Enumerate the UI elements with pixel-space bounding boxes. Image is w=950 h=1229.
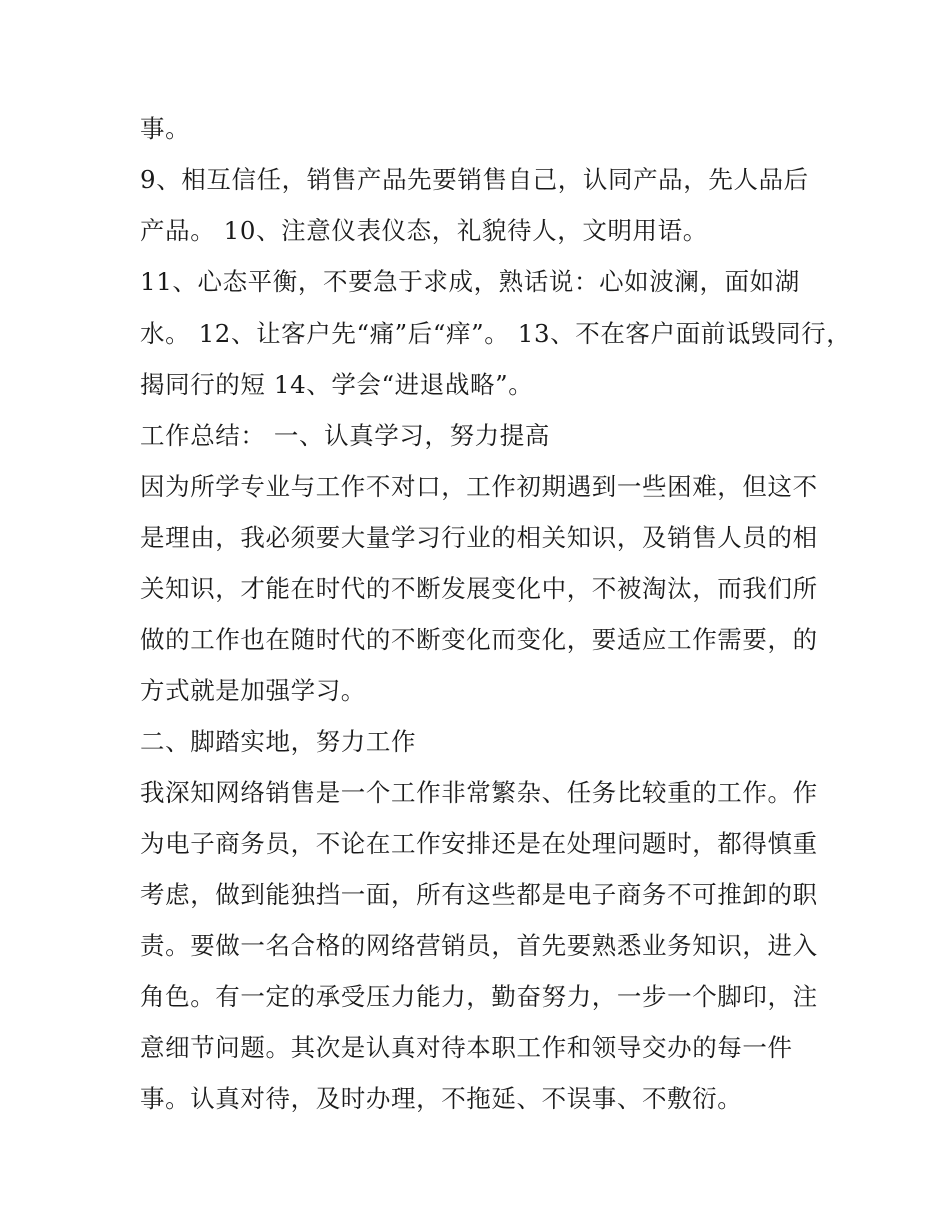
text-line: 做的工作也在随时代的不断变化而变化，要适应工作需要，的 [140, 625, 818, 654]
text-line: 考虑，做到能独挡一面，所有这些都是电子商务不可推卸的职 [140, 880, 818, 909]
text-line: 是理由，我必须要大量学习行业的相关知识，及销售人员的相 [140, 523, 818, 552]
text-line: 揭同行的短 14、学会“进退战略”。 [140, 370, 534, 399]
section-heading: 工作总结： 一、认真学习，努力提高 [140, 421, 550, 450]
text-line: 9、相互信任，销售产品先要销售自己，认同产品，先人品后 [140, 165, 809, 194]
text-line: 关知识，才能在时代的不断发展变化中，不被淘汰，而我们所 [140, 574, 818, 603]
text-line: 为电子商务员，不论在工作安排还是在处理问题时，都得慎重 [140, 829, 818, 858]
text-line: 事。认真对待，及时办理，不拖延、不误事、不敷衍。 [140, 1084, 743, 1113]
text-line: 我深知网络销售是一个工作非常繁杂、任务比较重的工作。作 [140, 778, 818, 807]
text-line: 产品。 10、注意仪表仪态，礼貌待人，文明用语。 [140, 216, 708, 245]
text-line: 角色。有一定的承受压力能力，勤奋努力，一步一个脚印，注 [140, 982, 818, 1011]
text-line: 方式就是加强学习。 [140, 676, 366, 705]
text-line: 责。要做一名合格的网络营销员，首先要熟悉业务知识，进入 [140, 931, 818, 960]
text-line: 11、心态平衡，不要急于求成，熟话说：心如波澜，面如湖 [140, 267, 800, 296]
text-line: 意细节问题。其次是认真对待本职工作和领导交办的每一件 [140, 1033, 793, 1062]
text-line: 因为所学专业与工作不对口，工作初期遇到一些困难，但这不 [140, 472, 818, 501]
text-line: 水。 12、让客户先“痛”后“痒”。 13、不在客户面前诋毁同行， [140, 319, 852, 348]
text-line: 事。 [140, 114, 191, 143]
section-heading: 二、脚踏实地，努力工作 [140, 727, 417, 756]
